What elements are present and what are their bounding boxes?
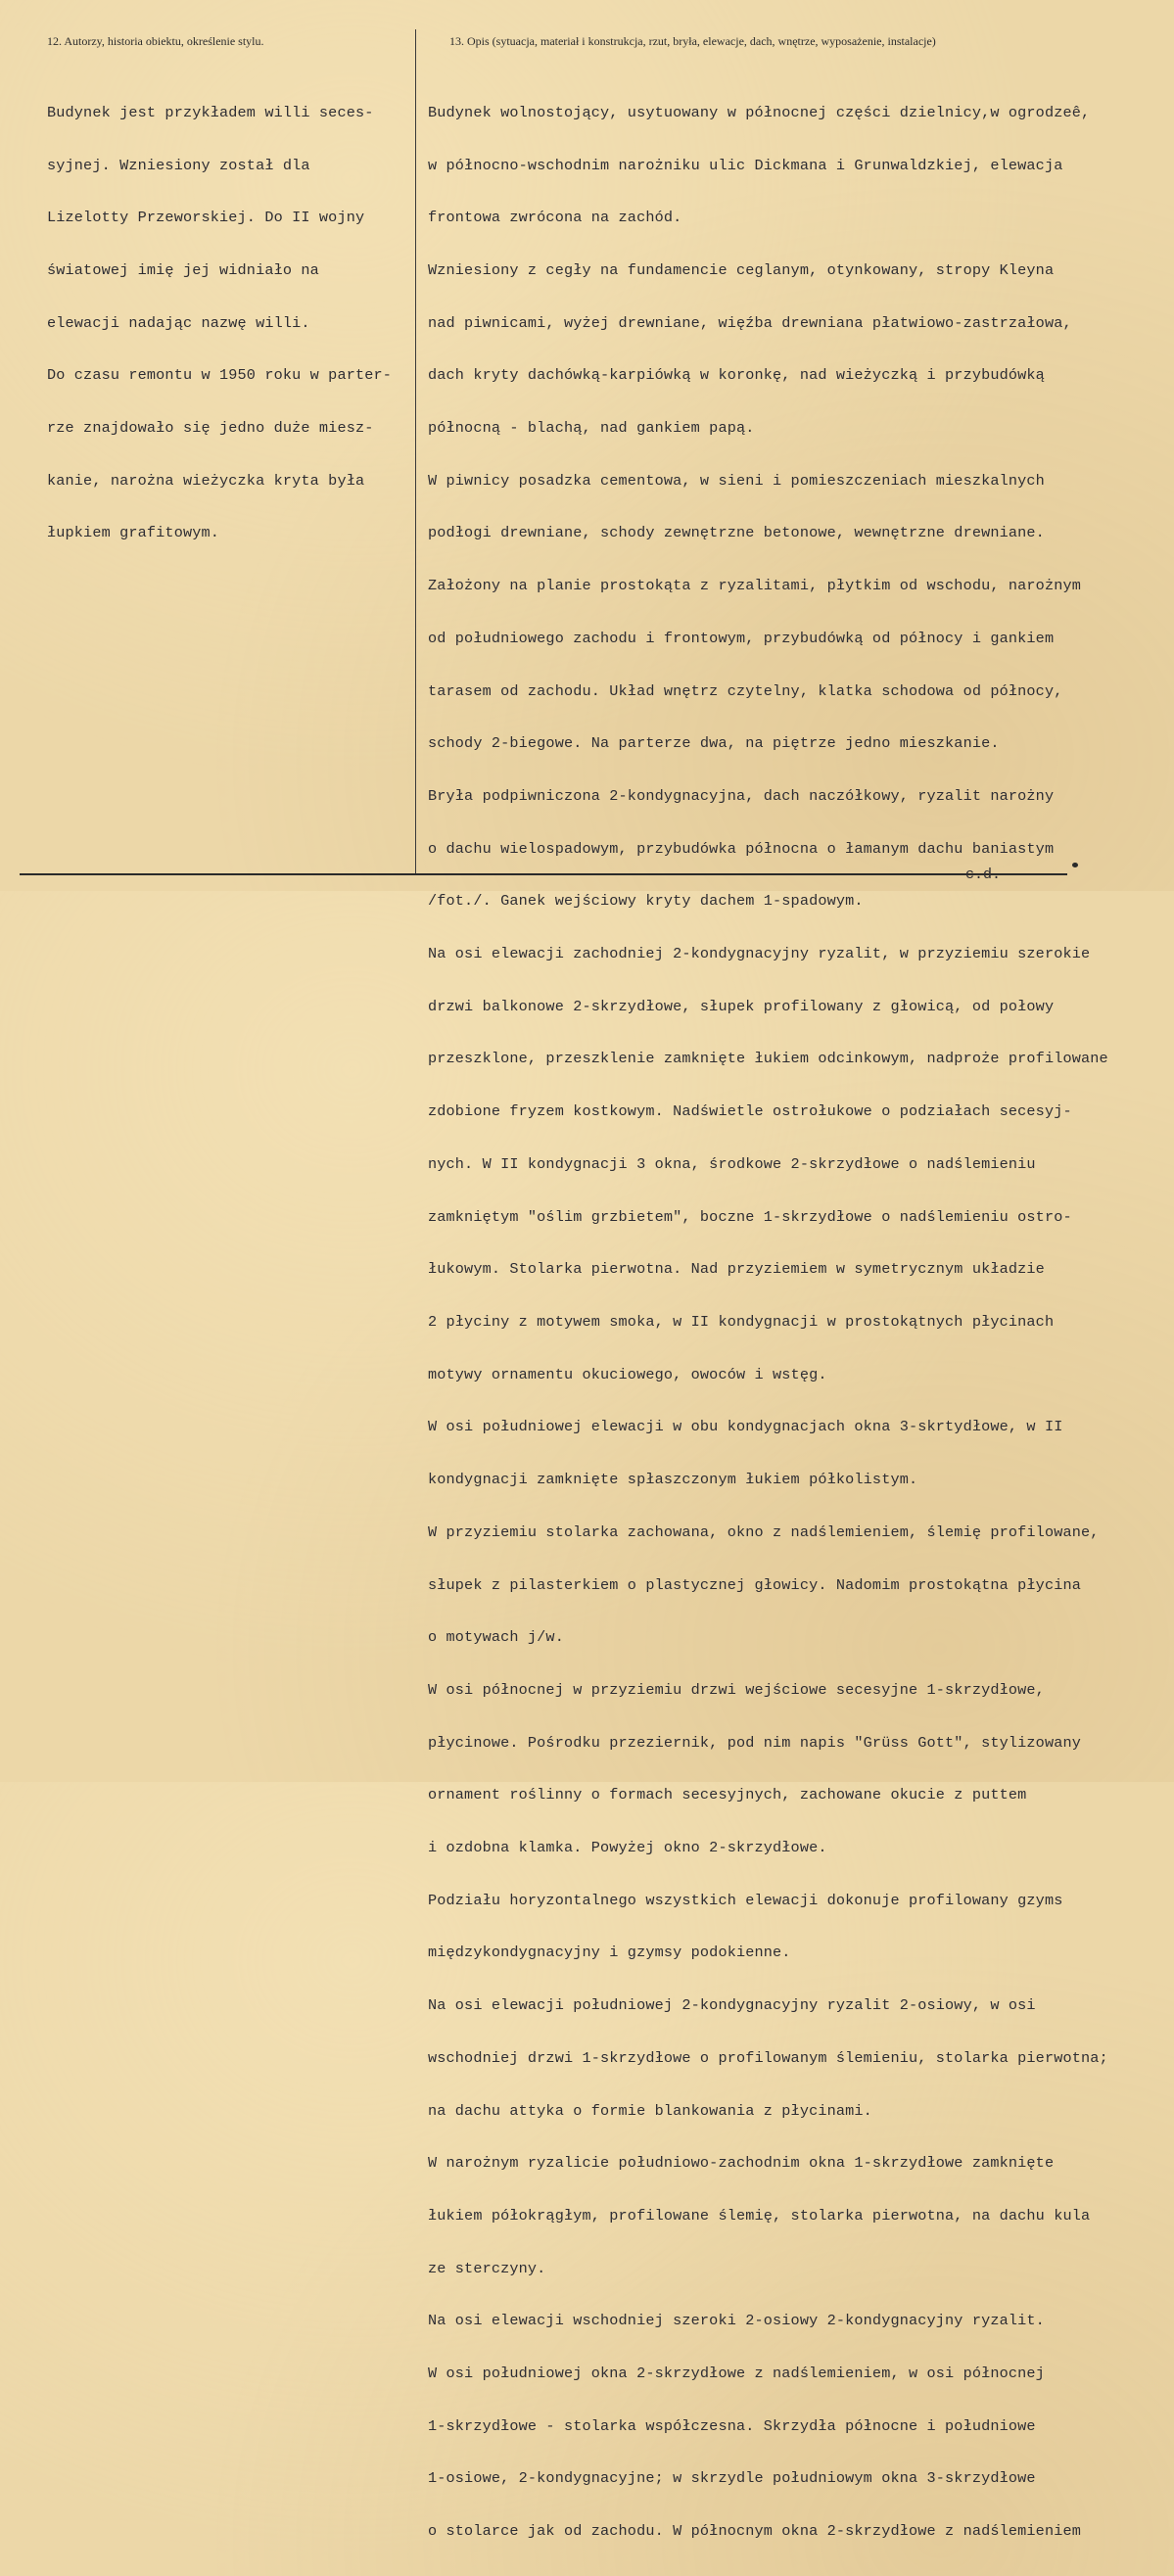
text-line: łukiem półokrągłym, profilowane ślemię, stolarka pierwotna, na dachu kula bbox=[428, 2206, 1091, 2225]
text-line: światowej imię jej widniało na bbox=[47, 260, 319, 279]
text-line: o dachu wielospadowym, przybudówka północna o łamanym dachu baniastym bbox=[428, 839, 1055, 858]
text-line: słupek z pilasterkiem o plastycznej głowicy. Nadomim prostokątna płycina bbox=[428, 1575, 1082, 1594]
text-line: zamkniętym "oślim grzbietem", boczne 1-skrzydłowe o nadślemieniu ostro- bbox=[428, 1207, 1072, 1226]
text-line: W osi południowej okna 2-skrzydłowe z nadślemieniem, w osi północnej bbox=[428, 2365, 1045, 2383]
text-line: Założony na planie prostokąta z ryzalitami, płytkim od wschodu, narożnym bbox=[428, 577, 1082, 595]
text-line: i ozdobna klamka. Powyżej okno 2-skrzydłowe. bbox=[428, 1839, 827, 1857]
description-text bbox=[428, 70, 1172, 2576]
column-divider bbox=[415, 29, 416, 873]
text-line: W narożnym ryzalicie południowo-zachodnim okna 1-skrzydłowe zamknięte bbox=[428, 2154, 1055, 2173]
text-line: płycinowe. Pośrodku przeziernik, pod nim napis "Grüss Gott", stylizowany bbox=[428, 1733, 1082, 1752]
section-12-header: 12. Autorzy, historia obiektu, określenie stylu. bbox=[47, 34, 264, 48]
history-style-text bbox=[47, 70, 409, 578]
text-line: /fot./. Ganek wejściowy kryty dachem 1-spadowym. bbox=[428, 892, 864, 911]
text-line: ze sterczyny. bbox=[428, 2259, 546, 2277]
text-line: w północno-wschodnim narożniku ulic Dickmana i Grunwaldzkiej, elewacja bbox=[428, 156, 1063, 174]
text-line: motywy ornamentu okuciowego, owoców i wstęg. bbox=[428, 1365, 827, 1383]
text-line: Bryła podpiwniczona 2-kondygnacyjna, dach naczółkowy, ryzalit narożny bbox=[428, 786, 1055, 805]
text-line: na dachu attyka o formie blankowania z płycinami. bbox=[428, 2101, 872, 2120]
text-line: kanie, narożna wieżyczka kryta była bbox=[47, 471, 365, 490]
section-13-header: 13. Opis (sytuacja, materiał i konstrukcja, rzut, bryła, elewacje, dach, wnętrze, wyposażenie, instalacje) bbox=[449, 34, 936, 48]
text-line: łupkiem grafitowym. bbox=[47, 524, 220, 542]
text-line: W osi południowej elewacji w obu kondygnacjach okna 3-skrtydłowe, w II bbox=[428, 1418, 1063, 1436]
text-line: Wzniesiony z cegły na fundamencie ceglanym, otynkowany, stropy Kleyna bbox=[428, 260, 1055, 279]
continuation-mark: c.d. bbox=[965, 866, 1002, 883]
text-line: łukowym. Stolarka pierwotna. Nad przyziemiem w symetrycznym układzie bbox=[428, 1260, 1045, 1279]
text-line: frontowa zwrócona na zachód. bbox=[428, 209, 682, 227]
text-line: wschodniej drzwi 1-skrzydłowe o profilowanym ślemieniu, stolarka pierwotna; bbox=[428, 2048, 1108, 2067]
text-line: północną - blachą, nad gankiem papą. bbox=[428, 419, 755, 438]
text-line: o stolarce jak od zachodu. W północnym okna 2-skrzydłowe z nadślemieniem bbox=[428, 2522, 1082, 2541]
text-line: Do czasu remontu w 1950 roku w parter- bbox=[47, 366, 393, 385]
text-line: syjnej. Wzniesiony został dla bbox=[47, 156, 310, 174]
text-line: schody 2-biegowe. Na parterze dwa, na piętrze jedno mieszkanie. bbox=[428, 734, 1000, 753]
text-line: Na osi elewacji zachodniej 2-kondygnacyjny ryzalit, w przyziemiu szerokie bbox=[428, 945, 1091, 963]
text-line: elewacji nadając nazwę willi. bbox=[47, 313, 310, 332]
text-line: Na osi elewacji wschodniej szeroki 2-osiowy 2-kondygnacyjny ryzalit. bbox=[428, 2312, 1045, 2330]
text-line: nych. W II kondygnacji 3 okna, środkowe 2-skrzydłowe o nadślemieniu bbox=[428, 1154, 1036, 1173]
text-line: W przyziemiu stolarka zachowana, okno z nadślemieniem, ślemię profilowane, bbox=[428, 1522, 1100, 1541]
text-line: ornament roślinny o formach secesyjnych, zachowane okucie z puttem bbox=[428, 1786, 1027, 1804]
text-line: rze znajdowało się jedno duże miesz- bbox=[47, 419, 374, 438]
text-line: tarasem od zachodu. Układ wnętrz czytelny, klatka schodowa od północy, bbox=[428, 681, 1063, 700]
text-line: Budynek jest przykładem willi seces- bbox=[47, 103, 374, 121]
text-line: międzykondygnacyjny i gzymsy podokienne. bbox=[428, 1944, 791, 1962]
text-line: 1-osiowe, 2-kondygnacyjne; w skrzydle południowym okna 3-skrzydłowe bbox=[428, 2469, 1036, 2488]
ink-dot bbox=[1072, 863, 1078, 867]
text-line: o motywach j/w. bbox=[428, 1628, 564, 1647]
text-line: od południowego zachodu i frontowym, przybudówką od północy i gankiem bbox=[428, 629, 1055, 647]
text-line: W piwnicy posadzka cementowa, w sieni i pomieszczeniach mieszkalnych bbox=[428, 471, 1045, 490]
bottom-rule bbox=[20, 873, 1067, 875]
text-line: dach kryty dachówką-karpiówką w koronkę, nad wieżyczką i przybudówką bbox=[428, 366, 1045, 385]
text-line: kondygnacji zamknięte spłaszczonym łukiem półkolistym. bbox=[428, 1471, 918, 1489]
text-line: Lizelotty Przeworskiej. Do II wojny bbox=[47, 209, 365, 227]
text-line: zdobione fryzem kostkowym. Nadświetle ostrołukowe o podziałach secesyj- bbox=[428, 1102, 1072, 1121]
text-line: Budynek wolnostojący, usytuowany w północnej części dzielnicy,w ogrodzeê, bbox=[428, 103, 1091, 121]
text-line: 2 płyciny z motywem smoka, w II kondygnacji w prostokątnych płycinach bbox=[428, 1312, 1055, 1331]
text-line: przeszklone, przeszklenie zamknięte łukiem odcinkowym, nadproże profilowane bbox=[428, 1050, 1108, 1068]
text-line: W osi północnej w przyziemiu drzwi wejściowe secesyjne 1-skrzydłowe, bbox=[428, 1680, 1045, 1699]
text-line: 1-skrzydłowe - stolarka współczesna. Skrzydła północne i południowe bbox=[428, 2416, 1036, 2435]
text-line: Na osi elewacji południowej 2-kondygnacyjny ryzalit 2-osiowy, w osi bbox=[428, 1996, 1036, 2015]
text-line: drzwi balkonowe 2-skrzydłowe, słupek profilowany z głowicą, od połowy bbox=[428, 997, 1055, 1015]
text-line: nad piwnicami, wyżej drewniane, więźba drewniana płatwiowo-zastrzałowa, bbox=[428, 313, 1072, 332]
text-line: Podziału horyzontalnego wszystkich elewacji dokonuje profilowany gzyms bbox=[428, 1891, 1063, 1909]
text-line: podłogi drewniane, schody zewnętrzne betonowe, wewnętrzne drewniane. bbox=[428, 524, 1045, 542]
